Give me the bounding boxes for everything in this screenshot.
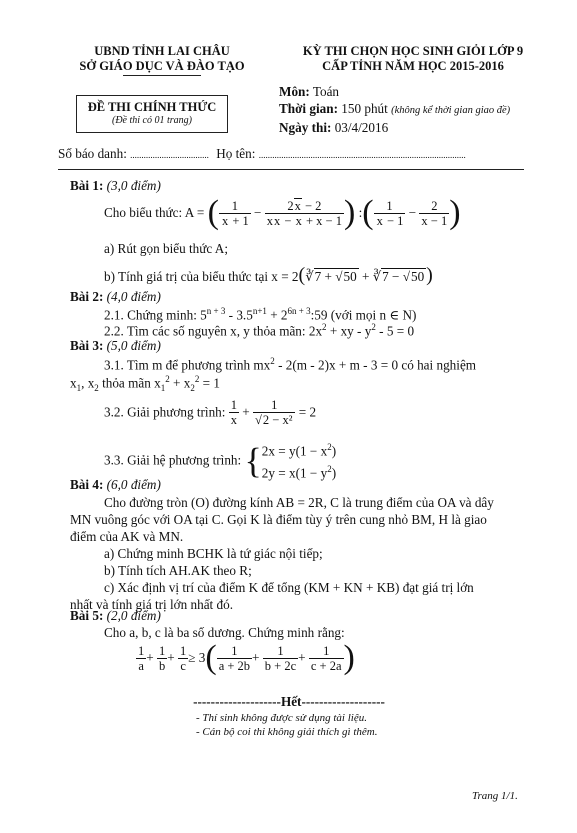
official-title: ĐỀ THI CHÍNH THỨC [87, 100, 217, 114]
page-number: Trang 1/1. [472, 790, 518, 802]
bai4-part-b: b) Tính tích AH.AK theo R; [104, 563, 252, 578]
bai2-q1-suffix: :59 (với mọi n ∈ N) [310, 307, 417, 323]
bai1-part-a: a) Rút gọn biểu thức A; [104, 241, 228, 256]
time-value: 150 phút [341, 101, 388, 116]
bai1-points: (3,0 điểm) [106, 178, 161, 193]
bai4-p2: MN vuông góc với OA tại C. Gọi K là điểm tùy ý trên cung nhỏ BM, H là giao [70, 512, 487, 527]
page-count-note: (Đề thi có 01 trang) [112, 115, 192, 126]
exam-info [279, 83, 559, 136]
bai4-part-c2: nhất và tính giá trị lớn nhất đó. [70, 597, 233, 612]
date-label: Ngày thi: [279, 120, 332, 135]
bai3-heading [70, 338, 161, 354]
bai3-q2: 3.2. Giải phương trình: $\frac{1}{x}$ + $\frac{1}{\text{√2 − x²}}$ = 2 [104, 398, 317, 427]
candidate-line [58, 146, 466, 162]
bai4-heading [70, 477, 161, 493]
bai5-title: Bài 5: [70, 608, 104, 623]
bai3-q1-text: 3.1. Tìm m để phương trình mx [104, 357, 271, 373]
bai4-p1: Cho đường tròn (O) đường kính AB = 2R, C là trung điểm của OA và dây [104, 495, 494, 510]
bai2-q1-prefix: 2.1. Chứng minh: [104, 307, 197, 323]
bai3-title: Bài 3: [70, 338, 104, 353]
bai4-p3: điểm của AK và MN. [70, 529, 184, 544]
subject-value: Toán [312, 84, 340, 99]
department-name: SỞ GIÁO DỤC VÀ ĐÀO TẠO [79, 59, 245, 73]
bai5-heading [70, 608, 161, 624]
bai5-points: (2,0 điểm) [106, 608, 161, 623]
name-label: Họ tên: [216, 146, 256, 161]
footer-note-1: - Thí sinh không được sử dụng tài liệu. [196, 712, 367, 724]
header-right [268, 44, 558, 74]
sbd-dots: ................................... [130, 150, 209, 160]
time-label: Thời gian: [279, 101, 338, 116]
bai4-part-c1: c) Xác định vị trí của điểm K để tổng (KM + KN + KB) đạt giá trị lớn [104, 580, 474, 595]
bai2-heading [70, 289, 161, 305]
bai3-q3-text: 3.3. Giải hệ phương trình: [104, 452, 242, 468]
bai3-q1-line2: $x_1$, $x_2$ thỏa mãn $x_1^2 + x_2^2 = 1$ [70, 374, 220, 394]
bai1-heading [70, 178, 161, 194]
bai2-q2-eq: = 0 [396, 323, 415, 339]
sbd-label: Số báo danh: [58, 146, 127, 161]
bai1-part-b: b) Tính giá trị của biểu thức tại x = 2(∛7 + √50 + ∛7 − √50 ) [104, 264, 433, 286]
official-exam-box [76, 95, 228, 133]
header-left [52, 44, 272, 74]
bai3-q1: 3.1. Tìm m để phương trình $mx^2 - 2(m - 2)x + m - 3 = 0$ có hai nghiệm [104, 356, 477, 373]
subject-label: Môn: [279, 84, 310, 99]
bai5-inequality: $\frac{1}{a}$ + $\frac{1}{b}$ + $\frac{1}{c}$ ≥ 3( $\frac{1}{a + 2b}$ + $\frac{1}{b + 2c}$ + $\frac{1}{c + 2a}$ ) [138, 639, 355, 676]
separator-line [58, 169, 524, 170]
bai4-body [70, 494, 526, 613]
bai4-part-a: a) Chứng minh BCHK là tứ giác nội tiếp; [104, 546, 323, 561]
bai2-q2: 2.2. Tìm các số nguyên x, y thỏa mãn: $2x^2$ + xy - $y^2 - 5 = 0$ [104, 322, 415, 339]
footer-note-2: - Cán bộ coi thi không giải thích gì thêm. [196, 726, 378, 738]
time-note: (không kể thời gian giao đề) [391, 105, 511, 116]
header-left-underline [123, 75, 201, 76]
exam-name: KỲ THI CHỌN HỌC SINH GIỎI LỚP 9 [302, 44, 524, 58]
bai1-title: Bài 1: [70, 178, 104, 193]
date-value: 03/4/2016 [334, 120, 389, 135]
province-name: UBND TỈNH LAI CHÂU [94, 44, 230, 58]
bai4-points: (6,0 điểm) [106, 477, 161, 492]
end-marker: --------------------Hết------------------- [193, 694, 385, 709]
bai1-part-b-text: b) Tính giá trị của biểu thức tại x = 2 [104, 269, 299, 284]
bai2-q1: 2.1. Chứng minh: $5^{n + 3} - 3.5^{n+1}$ + $2^{6n + 3}:59$ (với mọi n ∈ N) [104, 306, 417, 323]
bai3-q2-text: 3.2. Giải phương trình: [104, 404, 226, 420]
bai2-title: Bài 2: [70, 289, 104, 304]
bai2-q2-text: 2.2. Tìm các số nguyên x, y thỏa mãn: [104, 323, 306, 339]
exam-year: CẤP TỈNH NĂM HỌC 2015-2016 [322, 59, 504, 73]
bai3-q3: 3.3. Giải hệ phương trình: { $2x = y(1 - x^2)$ $2y = x(1 - y^2)$ [104, 440, 337, 481]
name-dots: ............................................................................................ [258, 150, 466, 160]
bai2-points: (4,0 điểm) [106, 289, 161, 304]
bai4-title: Bài 4: [70, 477, 104, 492]
bai3-points: (5,0 điểm) [106, 338, 161, 353]
bai1-expression: Cho biểu thức: A = ( $\frac{1}{x + 1}$ − $\frac{2x - 2}{xx - x + x - 1}$ ) :( $\frac{1}{x - 1}$ − $\frac{2}{x - 1}$ ) [104, 194, 461, 231]
bai5-p1: Cho a, b, c là ba số dương. Chứng minh rằng: [104, 625, 345, 640]
bai3-q1-line2-text: thỏa mãn [102, 375, 151, 391]
bai1-intro: Cho biểu thức: A = [104, 205, 205, 220]
bai3-q1-rest: - 2(m - 2)x + m - 3 = 0 có hai nghiệm [278, 357, 477, 373]
